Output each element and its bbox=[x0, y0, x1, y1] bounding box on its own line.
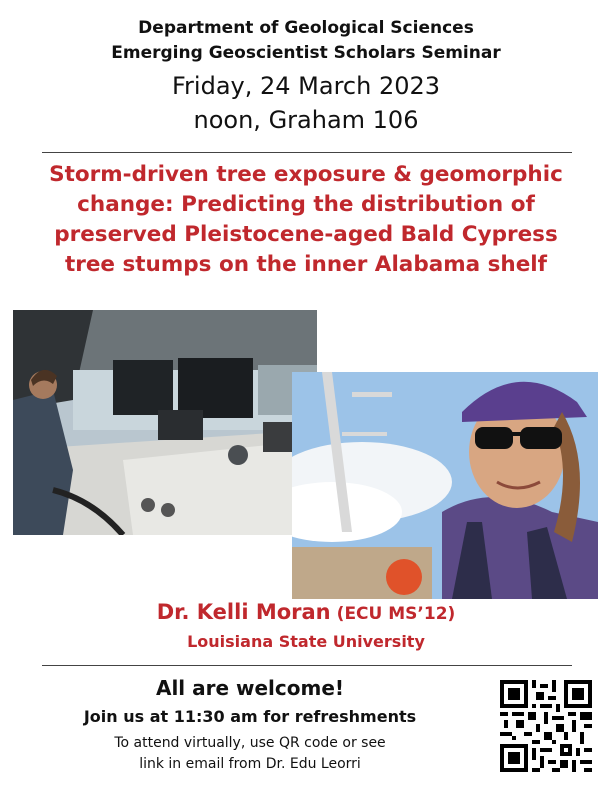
seminar-time-place: noon, Graham 106 bbox=[193, 106, 419, 134]
seminar-date: Friday, 24 March 2023 bbox=[171, 72, 441, 100]
seminar-series: Emerging Geoscientist Scholars Seminar bbox=[111, 43, 501, 63]
welcome-text: All are welcome! bbox=[155, 676, 345, 700]
speaker-line bbox=[0, 600, 612, 624]
bottom-divider bbox=[42, 665, 572, 666]
talk-title-line-1: Storm-driven tree exposure & geomorphic bbox=[49, 162, 563, 187]
refreshments-text: Join us at 11:30 am for refreshments bbox=[83, 707, 417, 726]
speaker-affiliation: Louisiana State University bbox=[187, 632, 425, 651]
virtual-attend-line-2: link in email from Dr. Edu Leorri bbox=[139, 756, 361, 772]
boat-cabin-photo bbox=[13, 310, 317, 535]
talk-title-line-2: change: Predicting the distribution of bbox=[77, 192, 535, 217]
qr-code-icon[interactable] bbox=[500, 680, 592, 772]
speaker-credential: (ECU MS’12) bbox=[336, 604, 456, 624]
speaker-name: Dr. Kelli Moran bbox=[156, 600, 331, 624]
talk-title-line-4: tree stumps on the inner Alabama shelf bbox=[64, 252, 548, 277]
talk-title bbox=[20, 160, 592, 280]
talk-title-line-3: preserved Pleistocene-aged Bald Cypress bbox=[54, 222, 558, 247]
virtual-attend-line-1: To attend virtually, use QR code or see bbox=[114, 735, 386, 751]
speaker-photo bbox=[292, 372, 598, 599]
top-divider bbox=[42, 152, 572, 153]
department-name: Department of Geological Sciences bbox=[138, 18, 474, 38]
